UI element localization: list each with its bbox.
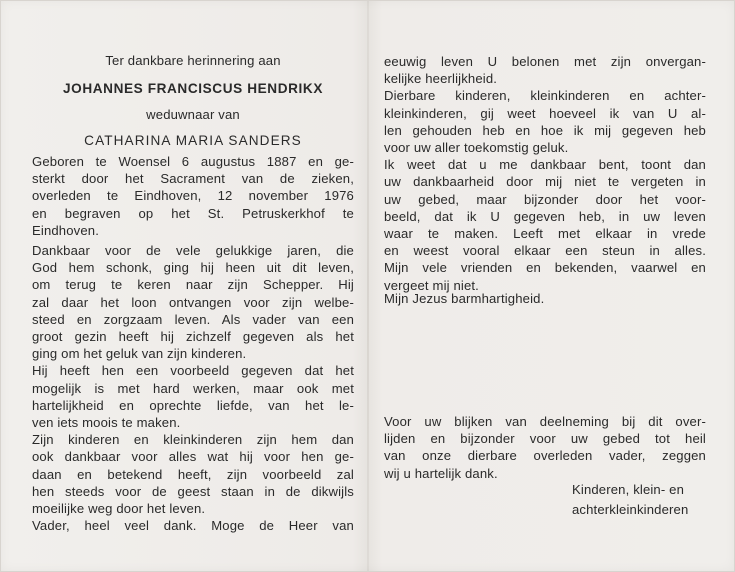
relation-text: weduwnaar van [146,107,240,122]
text-line: Ik weet dat u me dankbaar bent, toont dan [384,157,706,173]
thanks-paragraph [384,413,706,482]
text-line: waar te maken. Leeft met elkaar in vrede [384,226,706,242]
text-line: Mijn vele vrienden en bekenden, vaarwel en [384,260,706,276]
text-line: kleinkinderen, gij weet hoeveel ik van U al- [384,105,706,121]
text-line: hen steeds voor de geest staan in de dikwijls [32,483,354,499]
text-line: moeilijke weg door het leven. [32,501,206,517]
text-line: uw dankbaarheid door mij niet te vergeten in [384,174,706,190]
text-line: Dankbaar voor de vele gelukkige jaren, die [32,243,354,258]
text-line: len gehouden heb en hoe ik mij gegeven heb [384,122,706,138]
signature-block [572,480,712,520]
text-line: en weest vooral elkaar een steun in alles. [384,243,706,259]
intro-text: Ter dankbare herinnering aan [105,53,281,68]
text-line: Vader, heel veel dank. Moge de Heer van [32,518,354,534]
text-line: steed en zorgzaam leven. Als vader van een [32,311,354,327]
text-line: ook dankbaar voor alles wat hij voor hen ge- [32,449,354,465]
bio-line: Geboren te Woensel 6 augustus 1887 en ge- [32,154,354,169]
text-line: mogelijk is met hard werken, maar ook met [32,380,354,396]
prayer-line [384,290,706,307]
text-line: om terug te keren naar zijn Schepper. Hij [32,277,354,293]
text-line: daan en betekend heeft, zijn voorbeeld zal [32,466,354,482]
text-line: voor uw aller toekomstig geluk. [384,140,569,156]
text-line: ging om het geluk van zijn kinderen. [32,346,247,362]
bio-line: en begraven op het St. Petruskerkhof te [32,205,354,221]
text-line: vergeet mij niet. [384,277,479,293]
text-line: Hij heeft hen een voorbeeld gegeven dat het [32,363,354,379]
text-line: kelijke heerlijkheid. [384,71,498,87]
thanks-line: van onze dierbare overleden vader, zeggen [384,448,706,464]
thanks-line: wij u hartelijk dank. [384,465,498,481]
spouse-name: CATHARINA MARIA SANDERS [84,133,302,148]
tribute-text [32,242,354,534]
thanks-line: lijden en bijzonder voor uw gebed tot heil [384,431,706,447]
bio-line: sterkt door het Sacrament van de zieken, [32,171,354,187]
text-line: groot gezin heeft hij zichzelf gegeven als het [32,329,354,345]
text-line: ven iets moois te maken. [32,415,181,431]
text-line: zal daar het loon ontvangen voor zijn welbe- [32,294,354,310]
text-line: eeuwig leven U belonen met zijn onvergan- [384,54,706,69]
text-line: beeld, dat ik U gegeven heb, in uw leven [384,208,706,224]
text-line: Dierbare kinderen, kleinkinderen en achter- [384,88,706,104]
text-line: uw gebed, maar bijzonder door het voor- [384,191,706,207]
center-fold [367,0,369,572]
deceased-name: JOHANNES FRANCISCUS HENDRIKX [62,81,323,96]
text-line: Zijn kinderen en kleinkinderen zijn hem dan [32,432,354,448]
signature-line: achterkleinkinderen [572,502,689,517]
prayer-text: Mijn Jezus barmhartigheid. [384,291,545,306]
signature-line: Kinderen, klein- en [572,482,685,497]
text-line: God hem schonk, ging hij heen uit dit leven, [32,260,354,276]
bio-line: overleden te Eindhoven, 12 november 1976 [32,188,354,204]
text-line: hartelijkheid en oprechte liefde, van het le- [32,397,354,413]
bio-line: Eindhoven. [32,222,100,238]
bio-paragraph [32,153,354,239]
tribute-text-continued [384,53,706,294]
thanks-line: Voor uw blijken van deelneming bij dit over- [384,414,706,429]
